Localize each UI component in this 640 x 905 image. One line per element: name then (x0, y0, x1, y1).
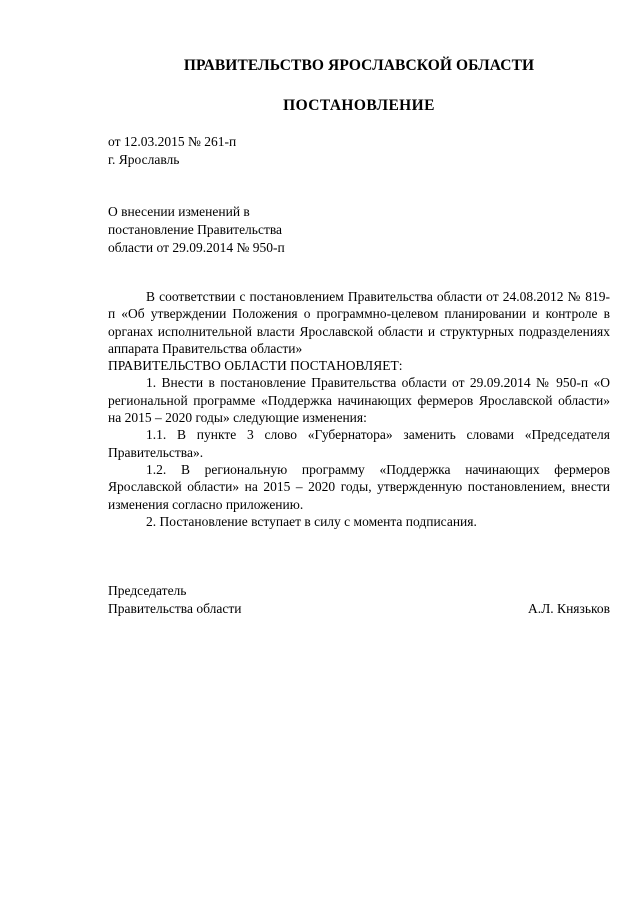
subject-line: постановление Правительства (108, 222, 283, 237)
signatory-name: А.Л. Князьков (528, 601, 610, 616)
subject-line: О внесении изменений в (108, 204, 250, 219)
item-1-1: 1.1. В пункте 3 слово «Губернатора» заменить словами «Председателя Правительства». (108, 427, 610, 460)
signatory-title-line1: Председатель (108, 583, 187, 598)
signature-row (108, 600, 610, 618)
item-1-2: 1.2. В региональную программу «Поддержка начинающих фермеров Ярославской области» на 2015 – 2020 годы, утвержденную постановлением, внести изменения согласно приложению. (108, 461, 610, 512)
preamble-paragraph: В соответствии с постановлением Правительства области от 24.08.2012 № 819-п «Об утверждении Положения о программно-целевом планировании и контроле в органах исполнительной власти Ярославской области и структурных подразделениях аппарата Правительства области» (108, 289, 610, 356)
decree-line: ПРАВИТЕЛЬСТВО ОБЛАСТИ ПОСТАНОВЛЯЕТ: (108, 358, 403, 374)
document-subject (108, 203, 285, 257)
government-heading: ПРАВИТЕЛЬСТВО ЯРОСЛАВСКОЙ ОБЛАСТИ (183, 57, 535, 74)
signatory-title-line2: Правительства области (108, 601, 242, 616)
city: г. Ярославль (108, 152, 180, 167)
item-1: 1. Внести в постановление Правительства области от 29.09.2014 № 950-п «О региональной программе «Поддержка начинающих фермеров Ярославской области» на 2015 – 2020 годы» следующие изменения: (108, 375, 610, 426)
signature-block (108, 582, 610, 618)
subject-line: области от 29.09.2014 № 950-п (108, 240, 285, 255)
date-number: от 12.03.2015 № 261-п (108, 134, 237, 149)
document-body (108, 288, 610, 530)
document-meta (108, 133, 236, 169)
item-2: 2. Постановление вступает в силу с момента подписания. (146, 513, 477, 529)
document-type-heading: ПОСТАНОВЛЕНИЕ (283, 97, 435, 114)
